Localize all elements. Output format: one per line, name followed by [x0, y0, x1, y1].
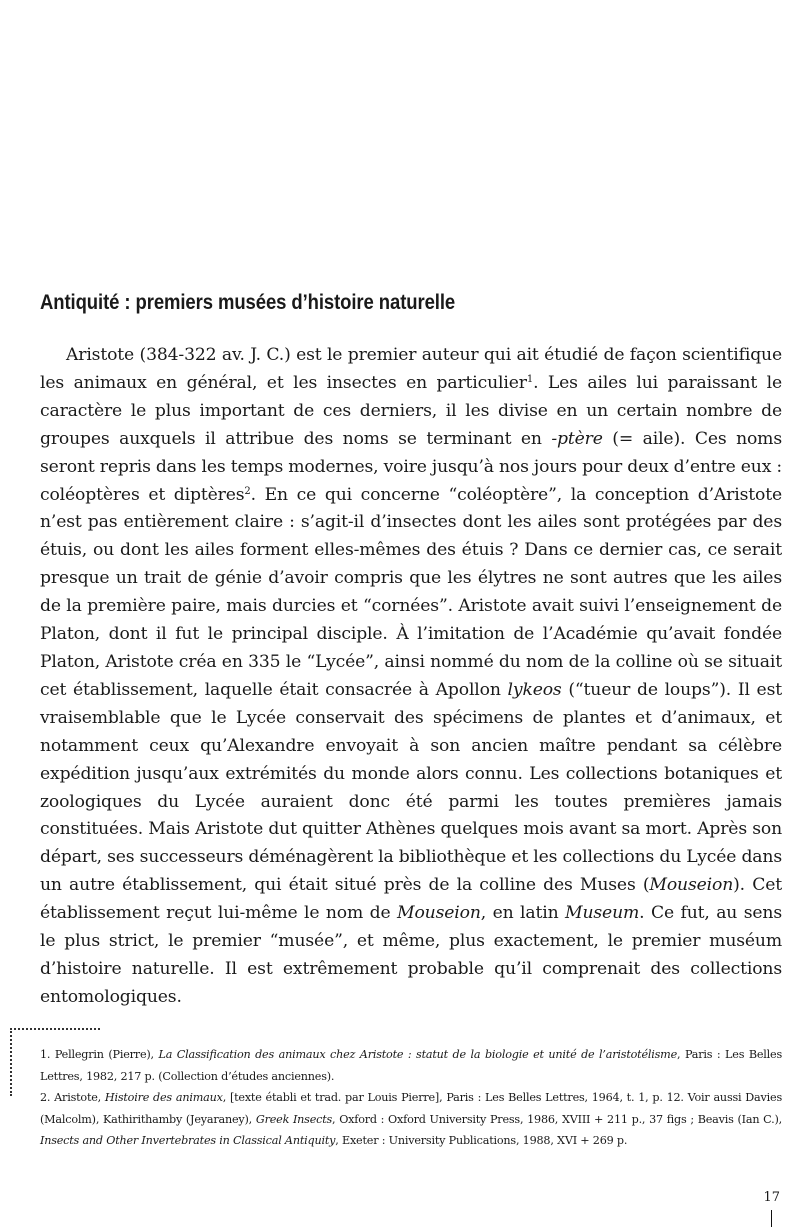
footnote-text: 1. Pellegrin (Pierre), [40, 1048, 159, 1061]
paragraph-text: , en latin [480, 903, 566, 924]
footnote-1 [40, 1044, 782, 1087]
footnote-title: Greek Insects [255, 1112, 333, 1126]
italic-term: Museum [565, 903, 640, 924]
paragraph-text: . Les ailes lui paraissant le caractère le plus important de ces derniers, il les divise en un certain nombre de groupes auxquels il attribue des noms se terminant en [40, 372, 782, 449]
main-paragraph [40, 342, 782, 1012]
paragraph-text: Aristote (384-322 av. J. C.) est le premier auteur qui ait étudié de façon scientifique les animaux en général, et les insectes en particulier [40, 345, 782, 393]
italic-term: Mouseion [649, 875, 734, 896]
margin-rule [771, 1210, 772, 1227]
paragraph-text: . Ce fut, au sens le plus strict, le premier “musée”, et même, plus exactement, le premier muséum d’histoire naturelle. Il est extrêmement probable qu’il comprenait des collections entomologiques. [40, 903, 783, 1007]
italic-term: Mouseion [397, 903, 481, 924]
footnote-text: 2. Aristote, [40, 1091, 105, 1105]
footnote-title: Histoire des animaux [104, 1091, 223, 1105]
italic-term: lykeos [507, 679, 562, 700]
footnote-text: , Paris : Les Belles Lettres, 1982, 217 p. (Collection d’études anciennes). [40, 1048, 782, 1083]
footnote-ref-1[interactable]: 1 [526, 373, 534, 385]
footnote-title: La Classification des animaux chez Aristote : statut de la biologie et unité de l’aristotélisme [158, 1048, 677, 1061]
footnote-text: , Exeter : University Publications, 1988, XVI + 269 p. [335, 1134, 628, 1148]
footnotes [40, 1044, 782, 1152]
paragraph-text: (= aile). Ces noms seront repris dans les temps modernes, voire jusqu’à nos jours pour deux d’entre eux : coléoptères et diptères [40, 428, 782, 505]
footnote-text: , [texte établi et trad. par Louis Pierre], Paris : Les Belles Lettres, 1964, t. 1, p. 12. Voir aussi Davies (Malcolm), Kathirithamby (Jeyaraney), [40, 1091, 782, 1126]
footnote-text: , Oxford : Oxford University Press, 1986, XVIII + 211 p., 37 figs ; Beavis (Ian C.), [332, 1112, 782, 1126]
page-number: 17 [763, 1190, 780, 1205]
footnote-title: Insects and Other Invertebrates in Classical Antiquity [40, 1134, 336, 1148]
paragraph-text: ). Cet établissement reçut lui-même le nom de [40, 875, 782, 924]
italic-term: -ptère [551, 428, 603, 449]
section-heading: Antiquité : premiers musées d’histoire naturelle [40, 290, 456, 314]
paragraph-text: (“tueur de loups”). Il est vraisemblable que le Lycée conservait des spécimens de plantes et d’animaux, et notamment ceux qu’Alexandre envoyait à son ancien maître pendant sa célèbre expédition jusqu’aux extrémités du monde alors connu. Les collections botaniques et zoologiques du Lycée auraient donc été parmi les toutes premières jamais constituées. Mais Aristote dut quitter Athènes quelques mois avant sa mort. Après son départ, ses successeurs déménagèrent la bibliothèque et les collections du Lycée dans un autre établissement, qui était situé près de la colline des Muses ( [40, 679, 783, 896]
paragraph-text: . En ce qui concerne “coléoptère”, la conception d’Aristote n’est pas entièrement claire : s’agit-il d’insectes dont les ailes sont protégées par des étuis, ou dont les ailes forment elles-mêmes des étuis ? Dans ce dernier cas, ce serait presque un trait de génie d’avoir compris que les élytres ne sont autres que les ailes de la première paire, mais durcies et “cornées”. Aristote avait suivi l’enseignement de Platon, dont il fut le principal disciple. À l’imitation de l’Académie qu’avait fondée Platon, Aristote créa en 335 le “Lycée”, ainsi nommé du nom de la colline où se situait cet établissement, laquelle était consacrée à Apollon [40, 484, 782, 700]
footnote-ref-2[interactable]: 2 [244, 485, 251, 497]
footnote-2 [40, 1087, 782, 1152]
